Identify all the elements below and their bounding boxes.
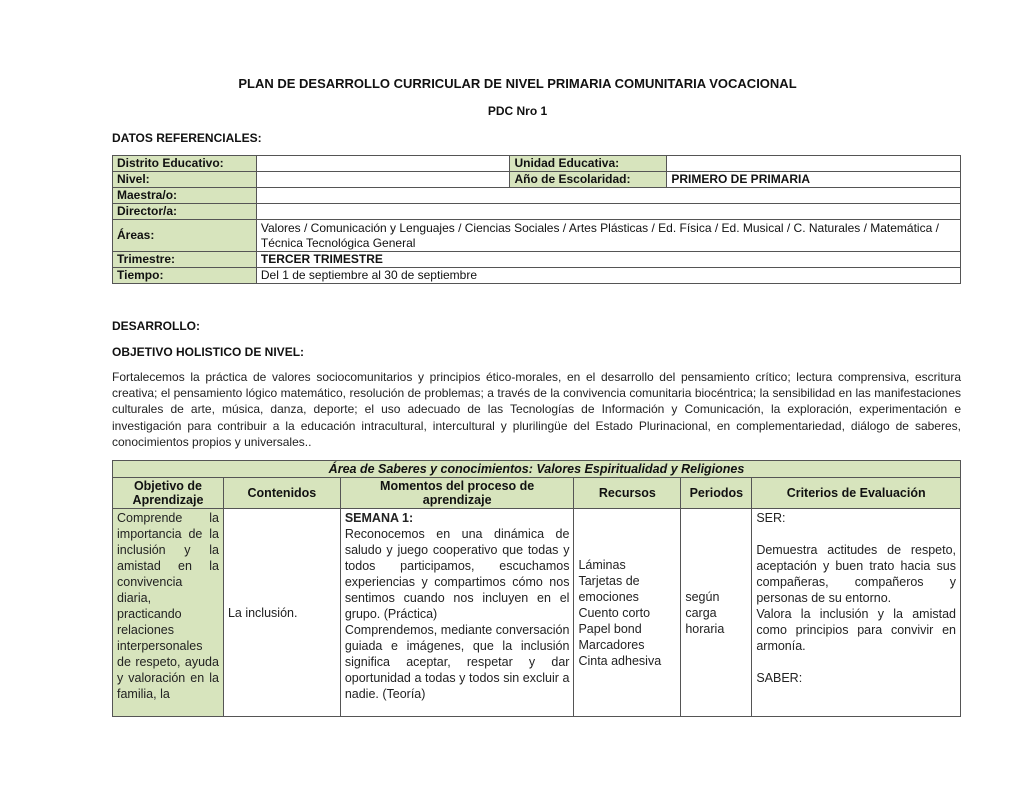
table-row [113,204,961,220]
table-row [113,509,961,717]
desarrollo-heading: DESARROLLO: [112,319,200,333]
objetivo-holistico-text: Fortalecemos la práctica de valores sociocomunitarios y principios ético-morales, en el desarrollo del pensamiento crítico; lectura comprensiva, escritura creativa; el pensamiento lógico matemático, resolución de problemas; a través de la convivencia comunitaria biocéntrica; la sensibilidad en las manifestaciones culturales de arte, música, danza, deporte; el uso adecuado de las Tecnologías de Información y Comunicación, la exploración, experimentación e investigación para contribuir a la educación intracultural, intercultural y plurilingüe del Estado Plurinacional, en complementariedad, diálogo de saberes, conocimientos propios y universales.. [112,370,961,449]
column-header-criterios: Criterios de Evaluación [752,478,961,509]
datos-referenciales-heading: DATOS REFERENCIALES: [112,131,262,145]
momento-teoria: Comprendemos, mediante conversación guiada e imágenes, que la inclusión significa aceptar, respetar y dar oportunidad a todas y todos sin excluir a nadie. (Teoría) [344,623,570,701]
areas-label: Áreas: [113,220,257,252]
table-row [113,188,961,204]
objetivo-holistico-heading: OBJETIVO HOLISTICO DE NIVEL: [112,345,305,359]
criterio-ser-1: Demuestra actitudes de respeto, aceptación y buen trato hacia sus compañeras, compañeros y personas de su entorno. [756,543,956,605]
momento-practica: Reconocemos en una dinámica de saludo y juego cooperativo que todas y todos participamos, escuchamos experiencias y compartimos cómo nos sentimos cuando nos incluyen en el grupo. (Práctica) [344,527,570,621]
criterios-cell [752,509,961,717]
column-header-contenidos: Contenidos [223,478,340,509]
table-row [113,268,961,284]
trimestre-value: TERCER TRIMESTRE [256,252,960,268]
list-item: Papel bond [578,621,642,636]
table-row [113,461,961,478]
recursos-cell [574,509,681,717]
column-header-momentos: Momentos del proceso de aprendizaje [340,478,574,509]
director-label: Director/a: [113,204,257,220]
areas-value: Valores / Comunicación y Lenguajes / Ciencias Sociales / Artes Plásticas / Ed. Física / Ed. Musical / C. Naturales / Matemática / Técnica Tecnológica General [256,220,960,252]
distrito-value [256,156,510,172]
datos-referenciales-table [112,155,961,284]
trimestre-label: Trimestre: [113,252,257,268]
unidad-value [667,156,961,172]
nivel-value [256,172,510,188]
table-row [113,252,961,268]
column-header-periodos: Periodos [681,478,752,509]
criterio-saber-label: SABER: [756,671,803,685]
maestra-label: Maestra/o: [113,188,257,204]
distrito-label: Distrito Educativo: [113,156,257,172]
maestra-value [256,188,960,204]
column-header-objetivo: Objetivo de Aprendizaje [113,478,224,509]
unidad-label: Unidad Educativa: [510,156,667,172]
area-title: Área de Saberes y conocimientos: Valores Espiritualidad y Religiones [113,461,961,478]
list-item: Cinta adhesiva [578,653,662,668]
area-saberes-table [112,460,961,717]
table-row [113,478,961,509]
document-subtitle: PDC Nro 1 [487,104,548,118]
list-item: Láminas [578,557,626,572]
director-value [256,204,960,220]
table-row [113,156,961,172]
contenidos-cell: La inclusión. [223,509,340,717]
periodos-cell: según carga horaria [681,509,752,717]
criterio-ser-2: Valora la inclusión y la amistad como principios para convivir en armonía. [756,607,956,653]
list-item: Tarjetas de emociones [578,573,640,604]
list-item: Cuento corto [578,605,651,620]
tiempo-label: Tiempo: [113,268,257,284]
momentos-cell [340,509,574,717]
table-row [113,172,961,188]
table-row [113,220,961,252]
column-header-recursos: Recursos [574,478,681,509]
semana-label: SEMANA 1: [344,511,414,525]
criterio-ser-label: SER: [756,511,786,525]
anio-label: Año de Escolaridad: [510,172,667,188]
objetivo-cell: Comprende la importancia de la inclusión y la amistad en la convivencia diaria, practicando relaciones interpersonales de respeto, ayuda y valoración en la familia, la [113,509,224,717]
tiempo-value: Del 1 de septiembre al 30 de septiembre [256,268,960,284]
anio-value: PRIMERO DE PRIMARIA [667,172,961,188]
nivel-label: Nivel: [113,172,257,188]
list-item: Marcadores [578,637,645,652]
document-title: PLAN DE DESARROLLO CURRICULAR DE NIVEL PRIMARIA COMUNITARIA VOCACIONAL [238,76,797,91]
